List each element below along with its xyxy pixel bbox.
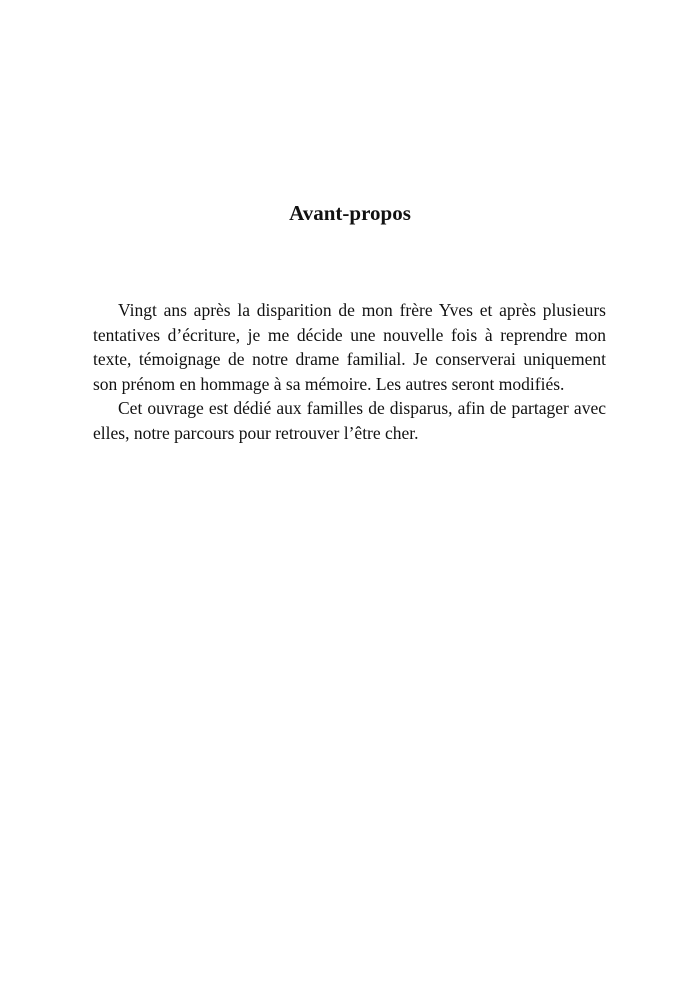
page-title: Avant-propos — [289, 201, 411, 225]
paragraph-dedication-intro: Vingt ans après la disparition de mon frère Yves et après plusieurs tentatives d’écriture, je me décide une nouvelle fois à reprendre mon texte, témoignage de notre drame familial. Je conserverai uniquement son prénom en hommage à sa mémoire. Les autres seront modifiés. — [93, 300, 606, 394]
body-text — [93, 298, 606, 445]
paragraph-dedication: Cet ouvrage est dédié aux familles de disparus, afin de partager avec elles, notre parcours pour retrouver l’être cher. — [93, 398, 606, 443]
